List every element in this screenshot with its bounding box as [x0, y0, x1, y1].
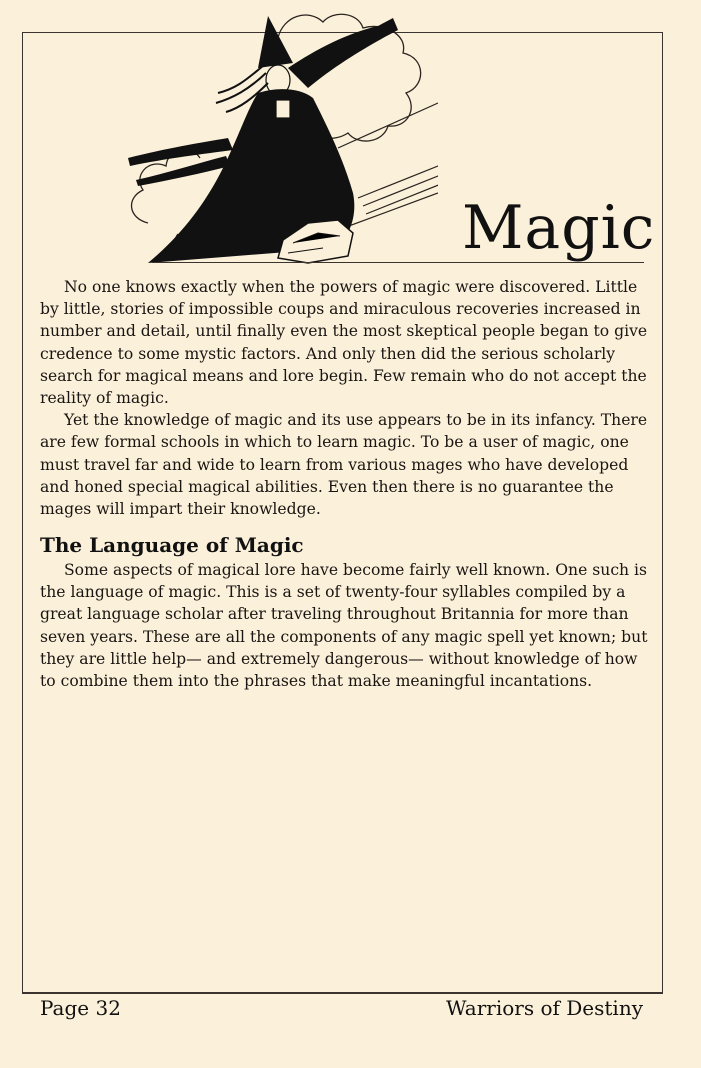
intro-text — [40, 276, 650, 520]
page-number: Page 32 — [40, 996, 121, 1020]
paragraph: Yet the knowledge of magic and its use appears to be in its infancy. There are few formal schools in which to learn magic. To be a user of magic, one must travel far and wide to learn from various mages who have developed and honed special magical abilities. Even then there is no guarantee the mages will impart their knowledge. — [40, 411, 648, 519]
paragraph: Some aspects of magical lore have become fairly well known. One such is the language of magic. This is a set of twenty-four syllables compiled by a great language scholar after traveling throughout Britannia for more than seven years. These are all the components of any magic spell yet known; but they are little help— and extremely dangerous— without knowledge of how to combine them into the phrases that make meaningful incantations. — [40, 561, 648, 691]
page-title: Magic — [462, 193, 656, 263]
title-divider — [152, 262, 644, 263]
book-title: Warriors of Destiny — [445, 996, 643, 1020]
paragraph: No one knows exactly when the powers of magic were discovered. Little by little, stories of impossible coups and miraculous recoveries increased in number and detail, until finally even the most skeptical people began to give credence to some mystic factors. And only then did the serious scholarly search for magical means and lore begin. Few remain who do not accept the reality of magic. — [40, 278, 648, 408]
section-heading: The Language of Magic — [40, 533, 304, 557]
wizard-illustration — [108, 8, 438, 273]
section-text — [40, 559, 650, 692]
